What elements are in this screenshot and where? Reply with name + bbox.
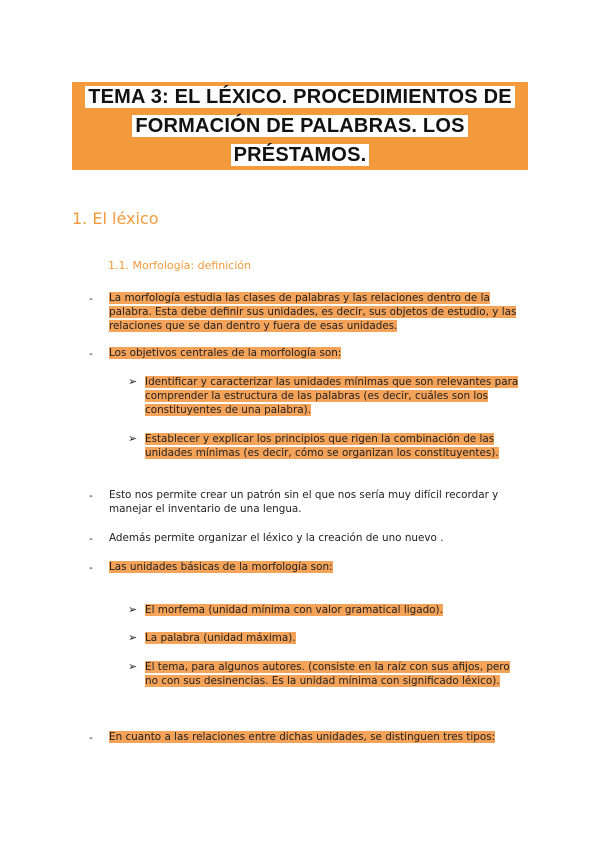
bullet-dash: -	[89, 732, 93, 744]
bullet-text: Los objetivos centrales de la morfología son:	[109, 347, 342, 359]
title-line-2: FORMACIÓN DE PALABRAS. LOS PRÉSTAMOS.	[132, 115, 467, 166]
bullet-item-pattern	[109, 488, 509, 516]
sub-item-text: Establecer y explicar los principios que rigen la combinación de las unidades mínimas (es decir, cómo se organizan los constituyentes).	[145, 433, 499, 459]
bullet-dash: -	[89, 490, 93, 502]
sub-item-theme	[145, 660, 525, 688]
sub-item-text: La palabra (unidad máxima).	[145, 632, 296, 644]
subsection-heading: 1.1. Morfología: definición	[108, 259, 252, 272]
arrow-bullet-icon: ➢	[128, 375, 138, 388]
sub-item-text: El morfema (unidad mínima con valor gramatical ligado).	[145, 604, 443, 616]
bullet-item-organize	[109, 531, 525, 545]
bullet-dash: -	[89, 562, 93, 574]
sub-item-text: Identificar y caracterizar las unidades mínimas que son relevantes para comprender la estructura de las palabras (es decir, cuáles son los constituyentes de una palabra).	[145, 376, 519, 416]
bullet-dash: -	[89, 533, 93, 545]
arrow-bullet-icon: ➢	[128, 432, 138, 445]
arrow-bullet-icon: ➢	[128, 631, 138, 644]
sub-item-identify	[145, 375, 521, 417]
bullet-text: Esto nos permite crear un patrón sin el que nos sería muy difícil recordar y manejar el inventario de una lengua.	[109, 489, 499, 515]
bullet-text: La morfología estudia las clases de palabras y las relaciones dentro de la palabra. Esta debe definir sus unidades, es decir, sus objetos de estudio, y las relaciones que se dan dentro y fuera de esas unidades.	[109, 292, 517, 332]
bullet-dash: -	[89, 348, 93, 360]
bullet-text: Las unidades básicas de la morfología son:	[109, 561, 333, 573]
title-line-1: TEMA 3: EL LÉXICO. PROCEDIMIENTOS DE	[85, 86, 515, 108]
bullet-item-basic-units	[109, 560, 525, 574]
bullet-dash: -	[89, 293, 93, 305]
section-heading: 1. El léxico	[72, 209, 159, 228]
sub-item-morpheme	[145, 603, 521, 617]
bullet-item-morphology-definition	[109, 291, 525, 333]
sub-item-word	[145, 631, 521, 645]
document-title	[72, 83, 528, 170]
arrow-bullet-icon: ➢	[128, 603, 138, 616]
bullet-text: Además permite organizar el léxico y la creación de uno nuevo .	[109, 532, 444, 544]
bullet-item-objectives	[109, 346, 525, 360]
bullet-text: En cuanto a las relaciones entre dichas unidades, se distinguen tres tipos:	[109, 731, 496, 743]
bullet-item-relations	[109, 730, 509, 744]
title-banner	[72, 82, 528, 170]
sub-item-text: El tema, para algunos autores. (consiste en la raíz con sus afijos, pero no con sus desinencias. Es la unidad mínima con significado léxico).	[145, 661, 510, 687]
sub-item-establish	[145, 432, 521, 460]
arrow-bullet-icon: ➢	[128, 660, 138, 673]
